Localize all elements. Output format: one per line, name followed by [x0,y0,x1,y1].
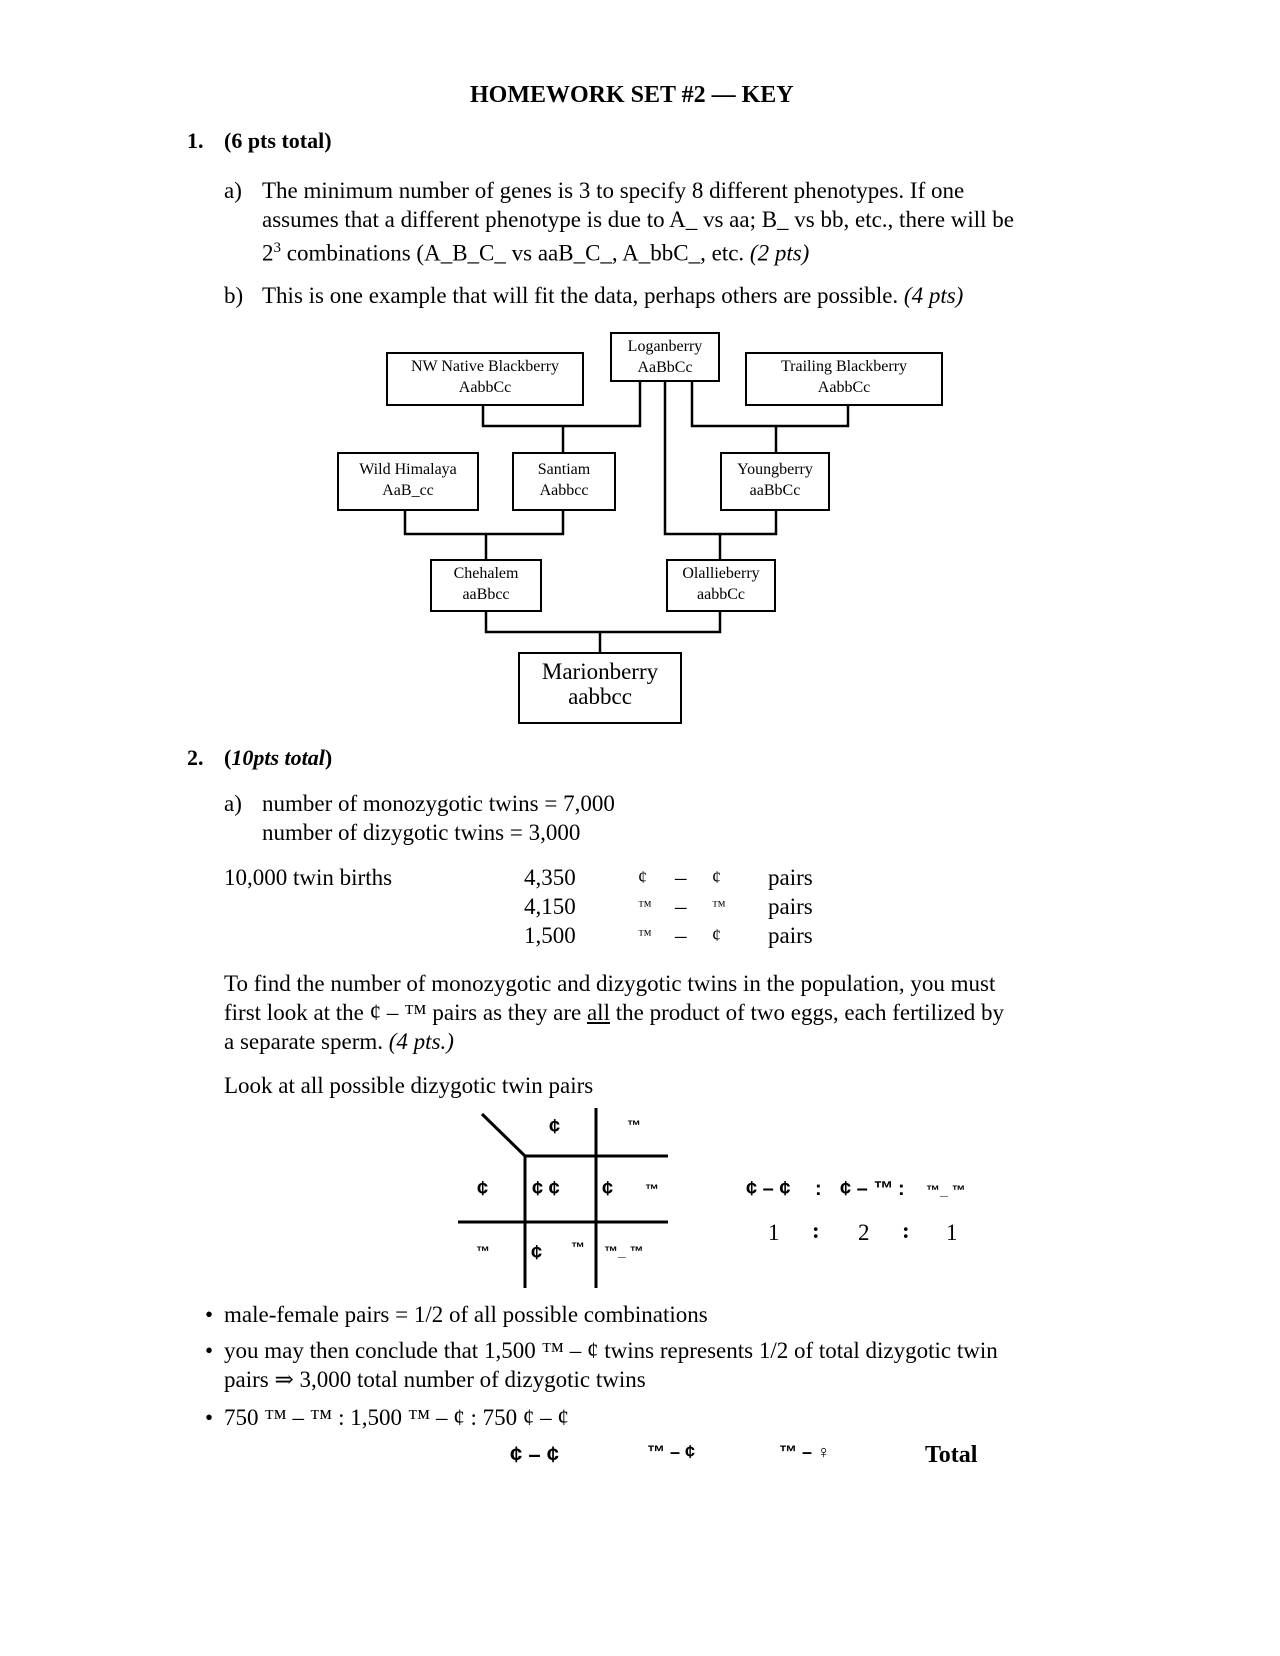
q1a-label: a) [224,178,242,203]
ratio-bottom-4: : [902,1218,910,1243]
twin-births-label: 10,000 twin births [224,865,393,890]
q1-number: 1. [187,128,204,153]
underlined-all: all [586,1000,610,1025]
punnett-top1: ¢ [549,1116,561,1138]
punnett-cell-21a: ¢ [531,1242,543,1264]
births-count-2: 4,150 [524,894,576,919]
pedigree-youngberry: Youngberry aaBbCc [720,452,830,511]
q1b-points: (4 pts) [903,283,964,308]
births-s1-2: ™ [638,899,652,914]
pedigree-marionberry: Marionberry aabbcc [518,652,682,724]
punnett-cell-12b: ™ [645,1181,659,1197]
table-header-cc: ¢ – ¢ [510,1442,559,1467]
bullet-2-marker: • [205,1338,214,1363]
q2a-label: a) [224,791,242,816]
pedigree-trailing-blackberry: Trailing Blackberry AabbCc [745,352,943,406]
para-line2: first look at the ¢ – ™ pairs as they are all the product of two eggs, each fertilized by [224,1000,1005,1025]
bullet-2: you may then conclude that 1,500 ™ – ¢ twins represents 1/2 of total dizygotic twin [224,1338,998,1363]
births-s1-1: ¢ [638,867,647,887]
look-text: Look at all possible dizygotic twin pairs [224,1073,594,1098]
q1b-label: b) [224,283,244,308]
q1a-base: 2 [262,240,274,266]
births-unit-1: pairs [768,865,813,890]
ratio-bottom-3: 2 [858,1220,870,1245]
punnett-cell-12a: ¢ [602,1178,614,1200]
births-dash-1: – [675,865,687,890]
pedigree-chehalem: Chehalem aaBbcc [430,559,542,612]
table-header-total: Total [925,1442,978,1468]
births-s2-1: ¢ [712,867,721,887]
line-chehalem-olallie [486,611,720,632]
ratio-bottom-5: 1 [946,1220,958,1245]
births-s2-2: ™ [712,899,726,914]
births-dash-3: – [675,923,687,948]
q1a-exponent: 3 [273,240,281,256]
pedigree-olallieberry: Olallieberry aabbCc [666,559,776,612]
para-line1: To find the number of monozygotic and dizygotic twins in the population, you must [224,971,996,996]
q1a-rest: combinations (A_B_C_ vs aaB_C_, A_bbC_, etc. [281,240,750,266]
bullet-2-cont: pairs ⇒ 3,000 total number of dizygotic twins [224,1367,646,1392]
table-header-tc: ™ – ¢ [647,1442,696,1462]
ratio-top-1: ¢ – ¢ [746,1178,791,1200]
births-count-3: 1,500 [524,923,576,948]
line-wild-santiam [405,511,563,534]
births-unit-3: pairs [768,923,813,948]
punnett-cell-11: ¢ ¢ [532,1178,560,1200]
bullet-3-marker: • [205,1405,214,1430]
punnett-left1: ¢ [477,1178,489,1200]
q1a-points: (2 pts) [749,240,810,266]
pedigree-wild-himalaya: Wild Himalaya AaB_cc [337,452,479,511]
ratio-top-4: : [898,1178,905,1200]
punnett-top2: ™ [627,1117,641,1133]
q2a-line1: number of monozygotic twins = 7,000 [262,791,615,816]
pedigree-loganberry: Loganberry AaBbCc [610,332,720,382]
q1-points: (6 pts total) [224,128,332,153]
births-s1-3: ™ [638,928,652,943]
page-title: HOMEWORK SET #2 — KEY [470,82,794,108]
ratio-top-2: : [815,1178,822,1200]
punnett-left2: ™ [476,1243,490,1259]
ratio-bottom-2: : [812,1218,820,1243]
q1b-sentence: This is one example that will fit the data, perhaps others are possible. [262,283,904,308]
births-s2-3: ¢ [712,925,721,945]
bullet-1-marker: • [205,1302,214,1327]
q2-points: (10pts total) [224,745,333,770]
bullet-1: male-female pairs = 1/2 of all possible combinations [224,1302,708,1327]
ratio-top-5: ™_ ™ [926,1182,966,1198]
punnett-cell-22: ™_ ™ [604,1243,644,1259]
punnett-cell-21b: ™ [571,1239,585,1255]
table-header-tf: ™ – ♀ [779,1442,831,1462]
q1a-line1: The minimum number of genes is 3 to specify 8 different phenotypes. If one [262,178,965,203]
para-points: (4 pts.) [388,1029,454,1054]
pedigree-nw-native-blackberry: NW Native Blackberry AabbCc [386,352,584,406]
pedigree-santiam: Santiam Aabbcc [512,452,616,511]
q2-number: 2. [187,745,204,770]
para-line3: a separate sperm. (4 pts.) [224,1029,454,1054]
ratio-top-3: ¢ – ™ [840,1178,894,1200]
q2a-line2: number of dizygotic twins = 3,000 [262,820,581,845]
births-dash-2: – [675,894,687,919]
ratio-bottom-1: 1 [768,1220,780,1245]
births-unit-2: pairs [768,894,813,919]
q1a-line2: assumes that a different phenotype is due to A_ vs aa; B_ vs bb, etc., there will be [262,207,1015,232]
bullet-3: 750 ™ – ™ : 1,500 ™ – ¢ : 750 ¢ – ¢ [224,1405,569,1430]
births-count-1: 4,350 [524,865,576,890]
